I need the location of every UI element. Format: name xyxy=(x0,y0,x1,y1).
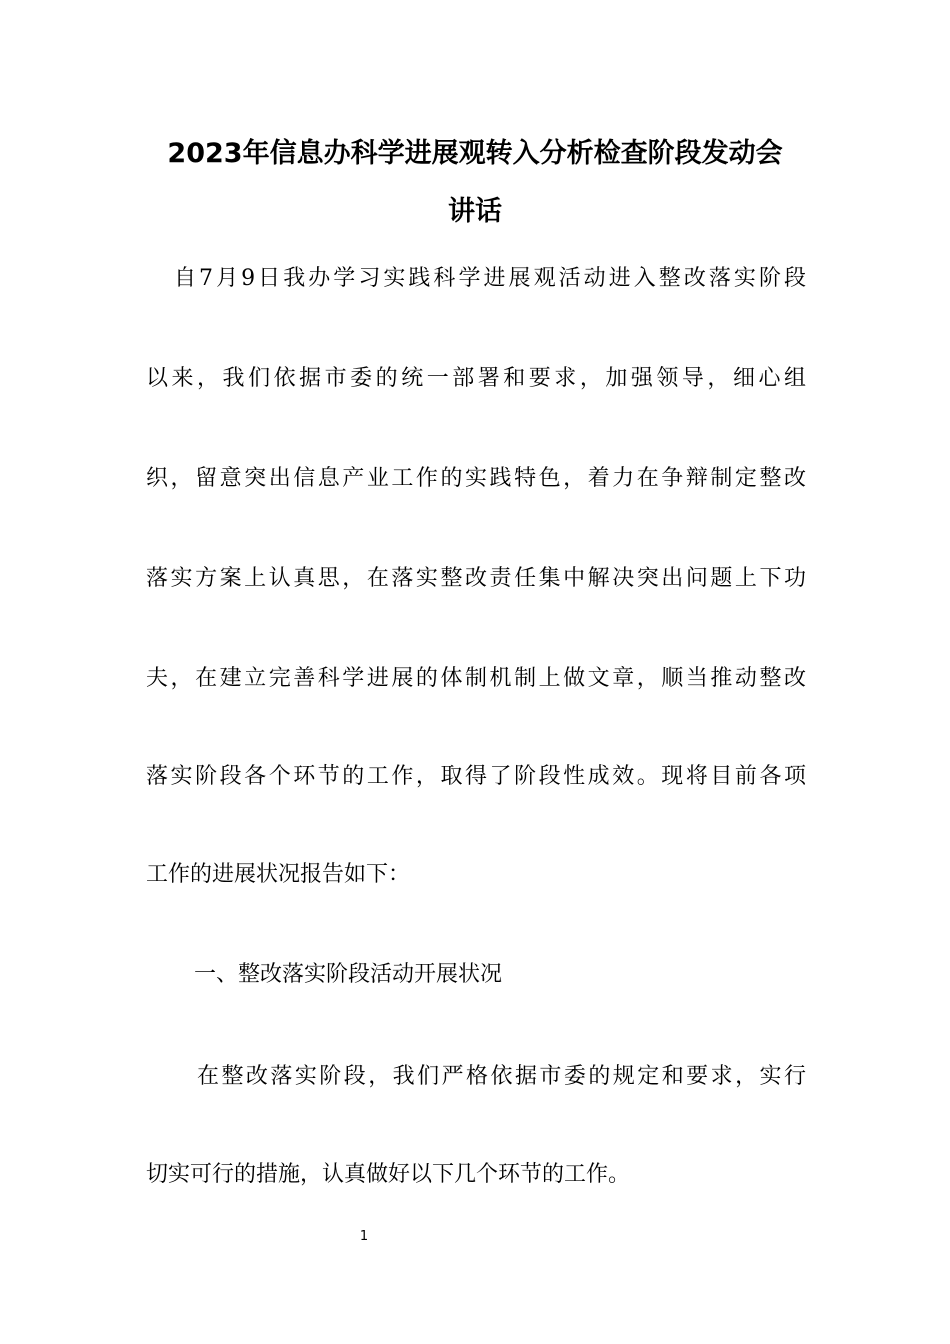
paragraph-1-line-5: 夫，在建立完善科学进展的体制机制上做文章，顺当推动整改 xyxy=(146,666,806,691)
section-1-heading: 一、整改落实阶段活动开展状况 xyxy=(194,962,503,987)
paragraph-1-line-2: 以来，我们依据市委的统一部署和要求，加强领导，细心组 xyxy=(146,366,806,391)
paragraph-1-line-1: 自7月9日我办学习实践科学进展观活动进入整改落实阶段 xyxy=(174,266,806,291)
paragraph-1-line-6: 落实阶段各个环节的工作，取得了阶段性成效。现将目前各项 xyxy=(146,764,806,789)
document-title-line-1: 2023年信息办科学进展观转入分析检查阶段发动会 xyxy=(167,138,783,169)
paragraph-1-line-7: 工作的进展状况报告如下： xyxy=(146,862,411,887)
page-number: 1 xyxy=(359,1229,369,1244)
paragraph-1-line-4: 落实方案上认真思，在落实整改责任集中解决突出问题上下功 xyxy=(146,566,806,591)
document-title-line-2: 讲话 xyxy=(448,196,502,227)
paragraph-2-line-1: 在整改落实阶段，我们严格依据市委的规定和要求，实行 xyxy=(197,1064,806,1089)
paragraph-2-line-2: 切实可行的措施，认真做好以下几个环节的工作。 xyxy=(146,1162,631,1187)
paragraph-1-line-3: 织，留意突出信息产业工作的实践特色，着力在争辩制定整改 xyxy=(146,466,806,491)
